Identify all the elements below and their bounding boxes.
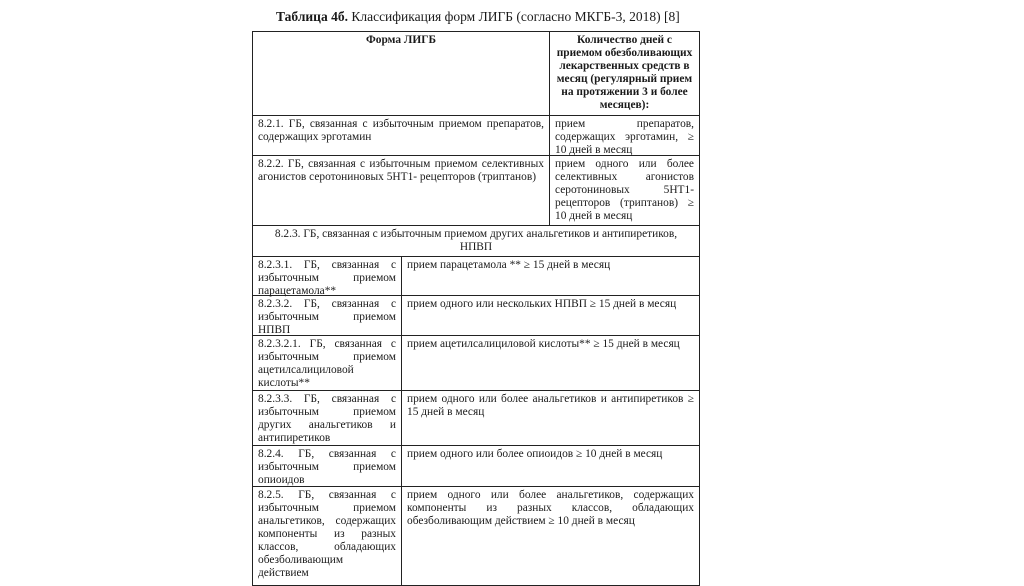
days-cell: прием одного или более опиоидов ≥ 10 дней в месяц <box>401 446 699 486</box>
table-row <box>253 391 699 446</box>
table-row <box>253 296 699 336</box>
days-cell: прием парацетамола ** ≥ 15 дней в месяц <box>401 257 699 295</box>
form-cell: 8.2.3.2. ГБ, связанная с избыточным приемом НПВП <box>258 298 396 336</box>
days-cell: прием одного или нескольких НПВП ≥ 15 дней в месяц <box>401 296 699 335</box>
table-row <box>253 487 699 586</box>
days-cell: прием препаратов, содержащих эрготамин, ≥ 10 дней в месяц <box>549 116 699 155</box>
form-cell: 8.2.2. ГБ, связанная с избыточным приемом селективных агонистов серотониновых 5НТ1- рецепторов (триптанов) <box>258 158 544 183</box>
table-row <box>253 156 699 226</box>
table-row <box>253 116 699 156</box>
table-row <box>253 257 699 296</box>
form-cell: 8.2.3.3. ГБ, связанная с избыточным приемом других анальгетиков и антипиретиков <box>258 393 396 444</box>
table-row <box>253 446 699 487</box>
days-cell: прием одного или более анальгетиков и антипиретиков ≥ 15 дней в месяц <box>401 391 699 445</box>
header-form: Форма ЛИГБ <box>366 34 436 46</box>
caption-label: Таблица 4б. <box>276 9 348 24</box>
form-cell: 8.2.1. ГБ, связанная с избыточным приемом препаратов, содержащих эрготамин <box>258 118 544 143</box>
form-cell: 8.2.4. ГБ, связанная с избыточным приемом опиоидов <box>258 448 396 486</box>
form-cell: 8.2.5. ГБ, связанная с избыточным приемом анальгетиков, содержащих компоненты из разных классов, обладающих обезболивающим действием <box>258 489 396 579</box>
days-cell: прием одного или более селективных агонистов серотониновых 5НТ1- рецепторов (триптанов) ≥ 10 дней в месяц <box>549 156 699 225</box>
table-caption <box>276 9 680 25</box>
form-cell: 8.2.3.1. ГБ, связанная с избыточным приемом парацетамола** <box>258 259 396 297</box>
table-row <box>253 336 699 391</box>
caption-text: Классификация форм ЛИГБ (согласно МКГБ-3, 2018) [8] <box>347 9 680 24</box>
section-title: 8.2.3. ГБ, связанная с избыточным приемом других анальгетиков и антипиретиков, НПВП <box>274 228 678 253</box>
header-days: Количество дней с приемом обезболивающих лекарственных средств в месяц (регулярный прием на протяжении 3 и более месяцев): <box>549 32 699 115</box>
form-cell: 8.2.3.2.1. ГБ, связанная с избыточным приемом ацетилсалициловой кислоты** <box>258 338 396 389</box>
days-cell: прием одного или более анальгетиков, содержащих компоненты из разных классов, обладающих обезболивающим действием ≥ 10 дней в месяц <box>401 487 699 585</box>
table-header-row <box>253 32 699 116</box>
days-cell: прием ацетилсалициловой кислоты** ≥ 15 дней в месяц <box>401 336 699 390</box>
section-row <box>253 226 699 257</box>
classification-table <box>252 31 700 586</box>
